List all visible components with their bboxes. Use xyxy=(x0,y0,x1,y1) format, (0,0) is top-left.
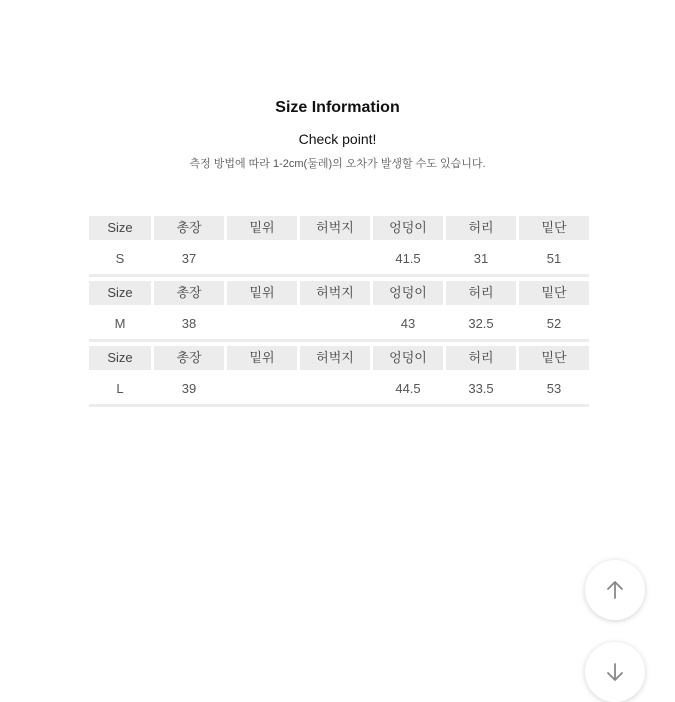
table-cell: 44.5 xyxy=(395,381,421,396)
header-cell: 허벅지 xyxy=(300,281,370,305)
scroll-top-button[interactable] xyxy=(585,560,645,620)
table-cell: 32.5 xyxy=(468,316,494,331)
header-row xyxy=(89,281,589,305)
table-cell xyxy=(300,312,370,336)
header-cell: Size xyxy=(89,281,151,305)
table-cell: 39 xyxy=(181,381,197,396)
header-cell: 엉덩이 xyxy=(373,216,443,240)
check-point-heading: Check point! xyxy=(298,131,377,147)
scroll-bottom-button[interactable] xyxy=(585,642,645,702)
size-block-s xyxy=(89,216,589,277)
table-cell: 38 xyxy=(181,316,197,331)
header-cell: 허리 xyxy=(446,216,516,240)
size-block-m xyxy=(89,281,589,342)
table-row xyxy=(89,377,589,407)
table-row xyxy=(89,247,589,277)
size-block-l xyxy=(89,346,589,407)
table-cell: 41.5 xyxy=(395,251,421,266)
table-cell xyxy=(227,312,297,336)
header-cell: 총장 xyxy=(154,216,224,240)
table-cell: 37 xyxy=(181,251,197,266)
header-cell: 총장 xyxy=(154,346,224,370)
header-cell: 엉덩이 xyxy=(373,346,443,370)
table-cell: L xyxy=(116,381,124,396)
header-cell: 엉덩이 xyxy=(373,281,443,305)
arrow-up-icon xyxy=(603,578,627,602)
header-cell: Size xyxy=(89,346,151,370)
table-cell xyxy=(227,247,297,271)
arrow-down-icon xyxy=(603,660,627,684)
header-row xyxy=(89,346,589,370)
page-title: Size Information xyxy=(275,99,400,116)
table-cell: 53 xyxy=(546,381,562,396)
table-cell xyxy=(300,247,370,271)
table-cell: M xyxy=(114,316,126,331)
header-cell: 밑단 xyxy=(519,281,589,305)
table-cell: S xyxy=(115,251,125,266)
header-cell: 총장 xyxy=(154,281,224,305)
header-cell: 허리 xyxy=(446,346,516,370)
header-cell: 허벅지 xyxy=(300,346,370,370)
header-cell: 밑위 xyxy=(227,216,297,240)
table-cell: 52 xyxy=(546,316,562,331)
header-cell: 밑단 xyxy=(519,216,589,240)
table-cell xyxy=(227,377,297,401)
header-cell: Size xyxy=(89,216,151,240)
table-row xyxy=(89,312,589,342)
table-cell: 43 xyxy=(400,316,416,331)
table-cell: 51 xyxy=(546,251,562,266)
header-cell: 허벅지 xyxy=(300,216,370,240)
header-cell: 밑위 xyxy=(227,346,297,370)
table-cell: 31 xyxy=(473,251,489,266)
header-row xyxy=(89,216,589,240)
table-cell: 33.5 xyxy=(468,381,494,396)
measurement-note: 측정 방법에 따라 1-2cm(둘레)의 오차가 발생할 수도 있습니다. xyxy=(189,158,486,170)
header-cell: 밑단 xyxy=(519,346,589,370)
table-cell xyxy=(300,377,370,401)
header-cell: 밑위 xyxy=(227,281,297,305)
header-cell: 허리 xyxy=(446,281,516,305)
